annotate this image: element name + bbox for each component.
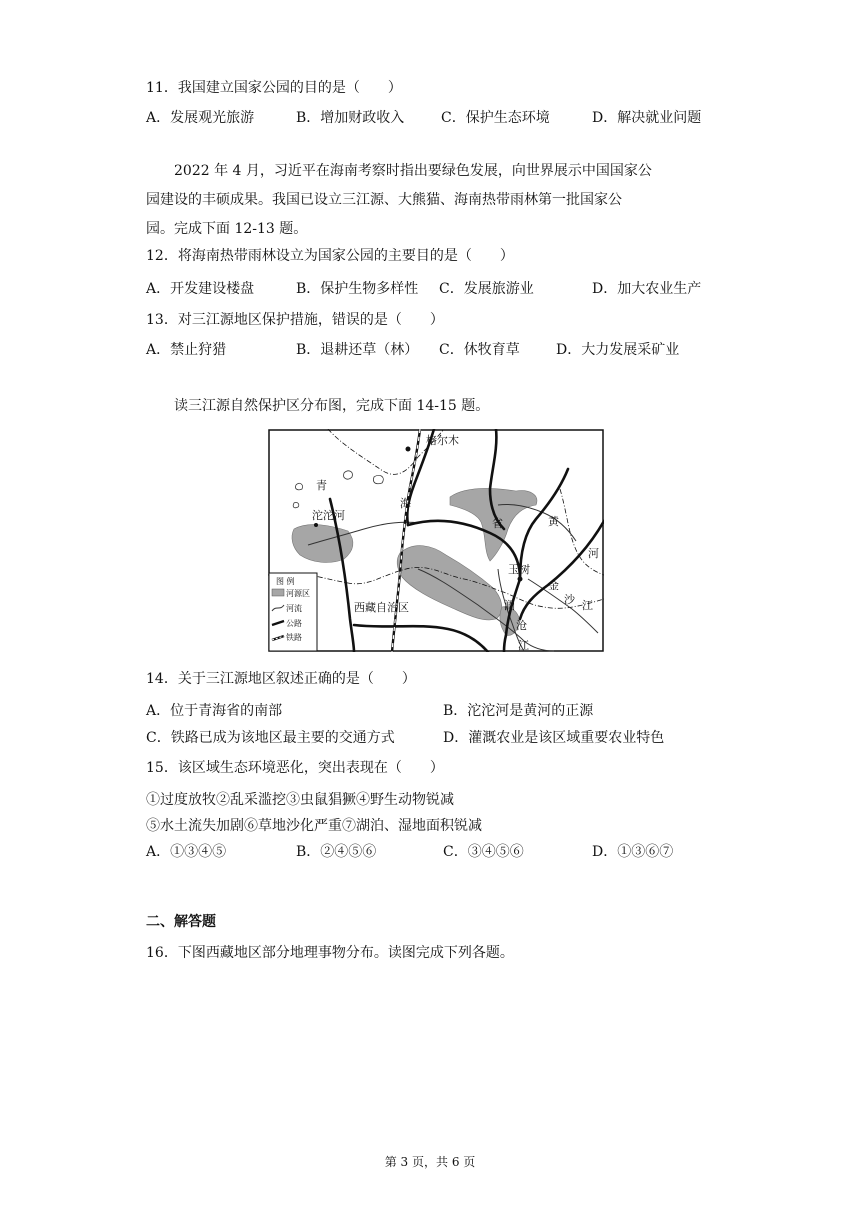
legend-swatch-source: [272, 589, 284, 596]
legend-item-road: 公路: [286, 619, 302, 628]
label-tibet: 西藏自治区: [354, 601, 409, 614]
q15-option-a: A．①③④⑤: [146, 844, 227, 860]
q15-option-d: D．①③⑥⑦: [592, 844, 674, 860]
q15-items-line1: ①过度放牧②乱采滥挖③虫鼠猖獗④野生动物锐减: [146, 792, 454, 808]
label-cang: 沧: [516, 619, 527, 632]
q13-option-c: C．休牧育草: [439, 342, 520, 358]
q13-option-a: A．禁止狩猎: [146, 342, 227, 358]
q12-option-a: A．开发建设楼盘: [146, 281, 255, 297]
q12-option-d: D．加大农业生产: [592, 281, 702, 297]
q11-stem: 11．我国建立国家公园的目的是（ ）: [146, 80, 402, 96]
label-qing: 青: [316, 479, 327, 492]
q11-option-a: A．发展观光旅游: [146, 110, 255, 126]
intro-14-15: 读三江源自然保护区分布图，完成下面 14-15 题。: [174, 398, 490, 414]
q14-option-c: C．铁路已成为该地区最主要的交通方式: [146, 730, 395, 746]
label-yushu: 玉树: [508, 563, 530, 576]
q11-option-b: B．增加财政收入: [296, 110, 405, 126]
label-sha: 沙: [564, 593, 575, 606]
intro-12-13-line3: 园。完成下面 12-13 题。: [146, 221, 308, 237]
map-legend: [269, 573, 317, 651]
legend-item-rail: 铁路: [286, 633, 302, 642]
intro-12-13-line2: 园建设的丰硕成果。我国已设立三江源、大熊猫、海南热带雨林第一批国家公: [146, 192, 622, 208]
golmud-dot: [406, 447, 411, 452]
label-lan: 澜: [504, 599, 515, 612]
label-huang: 黄: [548, 515, 559, 528]
q16-stem: 16．下图西藏地区部分地理事物分布。读图完成下列各题。: [146, 945, 514, 961]
label-sheng: 省: [492, 517, 503, 530]
label-jiang1: 江: [582, 599, 593, 612]
label-jiang2: 江: [518, 639, 529, 652]
q15-option-b: B．②④⑤⑥: [296, 844, 377, 860]
label-tuotuo: 沱沱河: [312, 509, 345, 522]
q12-option-b: B．保护生物多样性: [296, 281, 419, 297]
tuotuo-dot: [314, 523, 318, 527]
intro-12-13: [146, 157, 716, 244]
q15-option-c: C．③④⑤⑥: [443, 844, 524, 860]
q12-stem: 12．将海南热带雨林设立为国家公园的主要目的是（ ）: [146, 248, 514, 264]
legend-title: 图 例: [276, 577, 295, 586]
q12-option-c: C．发展旅游业: [439, 281, 534, 297]
label-golmud: 格尔木: [426, 434, 459, 447]
q13-option-b: B．退耕还草（林）: [296, 342, 419, 358]
q15-stem: 15．该区域生态环境恶化，突出表现在（ ）: [146, 760, 444, 776]
yushu-dot: [518, 577, 523, 582]
sanjiangyuan-map: [268, 429, 604, 652]
q14-option-b: B．沱沱河是黄河的正源: [443, 703, 594, 719]
legend-item-source: 河源区: [286, 589, 310, 598]
q13-option-d: D．大力发展采矿业: [556, 342, 680, 358]
q11-option-c: C．保护生态环境: [441, 110, 550, 126]
q14-option-a: A．位于青海省的南部: [146, 703, 283, 719]
q14-option-d: D．灌溉农业是该区域重要农业特色: [443, 730, 665, 746]
intro-12-13-line1: 2022 年 4 月，习近平在海南考察时指出要绿色发展，向世界展示中国国家公: [146, 163, 652, 179]
q14-stem: 14．关于三江源地区叙述正确的是（ ）: [146, 671, 416, 687]
legend-item-river: 河流: [286, 604, 302, 613]
q15-items-line2: ⑤水土流失加剧⑥草地沙化严重⑦湖泊、湿地面积锐减: [146, 818, 482, 834]
label-jin: 金: [548, 579, 559, 592]
page-footer: 第 3 页，共 6 页: [384, 1155, 476, 1169]
label-he: 河: [588, 547, 599, 560]
label-hai: 海: [400, 497, 411, 510]
q13-stem: 13．对三江源地区保护措施，错误的是（ ）: [146, 312, 444, 328]
q11-option-d: D．解决就业问题: [592, 110, 702, 126]
section-heading: 二、解答题: [146, 914, 216, 930]
